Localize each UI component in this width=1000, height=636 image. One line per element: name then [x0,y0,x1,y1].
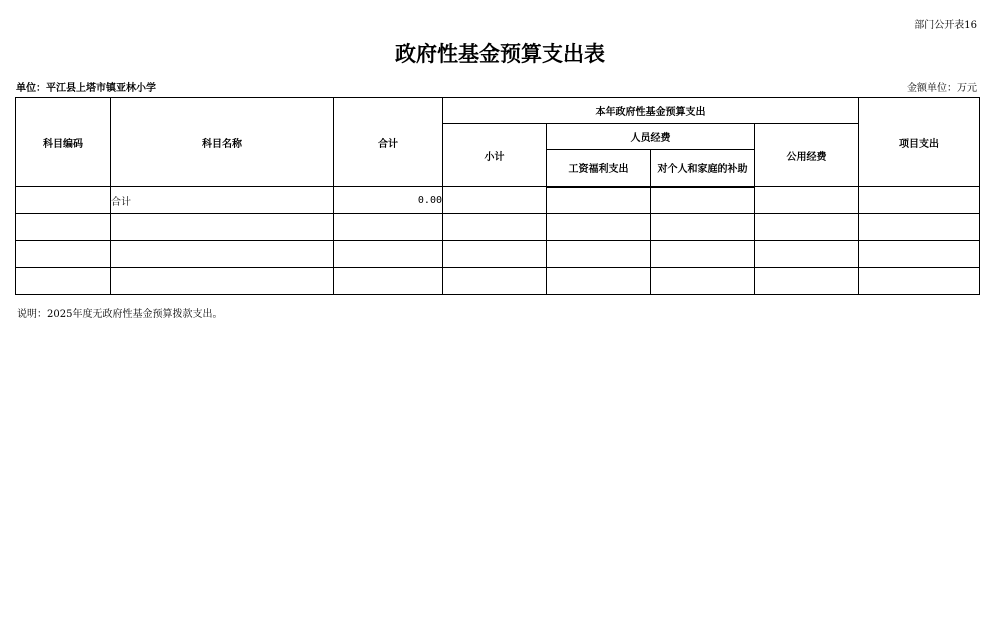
cell-subtotal [443,241,547,268]
header-household-subsidies: 对个人和家庭的补助 [651,150,755,187]
header-project-expenditure: 项目支出 [859,98,980,187]
header-wages-welfare: 工资福利支出 [547,150,651,187]
cell-wages [547,187,651,214]
cell-subtotal [443,268,547,295]
cell-name [111,268,334,295]
cell-subsidies [651,241,755,268]
budget-expenditure-table [15,97,980,295]
table-row [16,268,980,295]
organization-unit-label: 单位：平江县上塔市镇亚林小学 [16,83,156,94]
cell-total [334,268,443,295]
table-number-label: 部门公开表16 [914,20,977,31]
cell-project [859,241,980,268]
cell-project [859,214,980,241]
cell-subsidies [651,268,755,295]
cell-public [755,241,859,268]
cell-project [859,187,980,214]
cell-public [755,214,859,241]
cell-name [111,241,334,268]
cell-name [111,214,334,241]
cell-code [16,187,111,214]
cell-code [16,241,111,268]
header-subtotal: 小计 [443,124,547,187]
cell-subtotal [443,214,547,241]
cell-total [334,241,443,268]
cell-wages [547,268,651,295]
cell-code [16,268,111,295]
footnote: 说明：2025年度无政府性基金预算拨款支出。 [17,309,223,320]
cell-name: 合计 [111,187,334,214]
cell-public [755,187,859,214]
cell-subsidies [651,214,755,241]
cell-total: 0.00 [334,187,443,214]
cell-subsidies [651,187,755,214]
header-personnel-funds: 人员经费 [547,124,755,150]
cell-subtotal [443,187,547,214]
cell-wages [547,214,651,241]
header-current-year-expenditure: 本年政府性基金预算支出 [443,98,859,124]
cell-public [755,268,859,295]
header-public-funds: 公用经费 [755,124,859,187]
header-subject-name: 科目名称 [111,98,334,187]
page-title: 政府性基金预算支出表 [395,42,605,66]
currency-unit-label: 金额单位：万元 [907,83,977,94]
header-total: 合计 [334,98,443,187]
table-row [16,187,980,214]
cell-total [334,214,443,241]
header-subject-code: 科目编码 [16,98,111,187]
cell-project [859,268,980,295]
cell-wages [547,241,651,268]
table-row [16,214,980,241]
table-row [16,241,980,268]
cell-code [16,214,111,241]
